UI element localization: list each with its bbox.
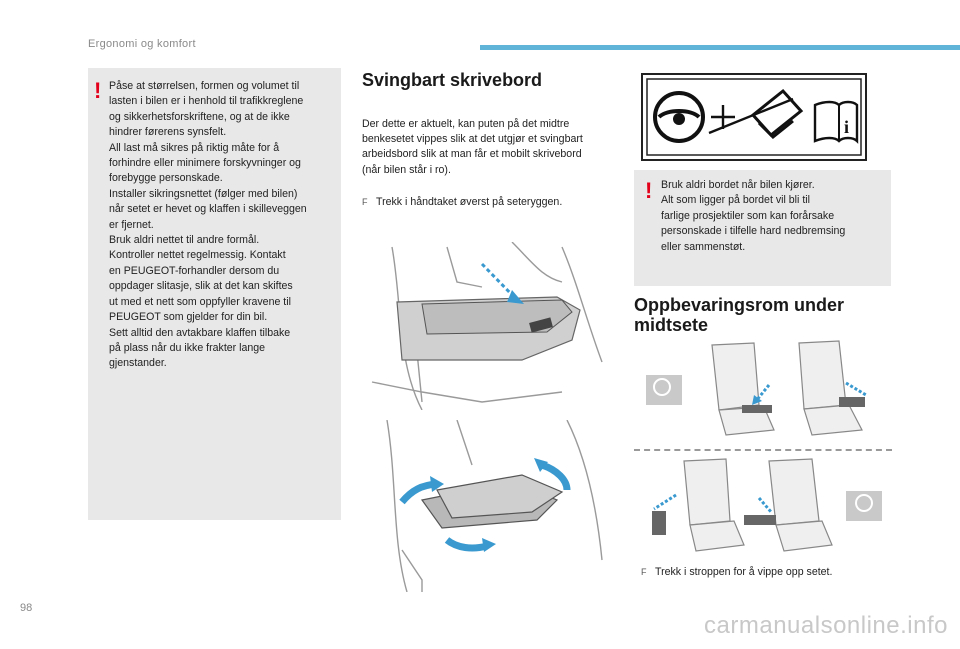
swivel-desk-bullet-text: Trekk i håndtaket øverst på seteryggen. <box>376 196 563 208</box>
page-number: 98 <box>20 602 33 614</box>
heading-storage: Oppbevaringsrom under midtsete <box>634 295 845 335</box>
header-accent-bar <box>480 45 960 50</box>
illustration-storage-bottom <box>634 453 892 563</box>
warning-icon-right: ! <box>645 178 653 203</box>
bullet-marker: F <box>362 197 368 207</box>
desk-swivel-drawing <box>362 420 616 592</box>
illustration-divider <box>634 449 892 451</box>
warning-text-right: Bruk aldri bordet når bilen kjører. Alt som ligger på bordet vil bli til farlige prosjektiler som kan forårsake personskade i tilfelle hard nedbremsing eller sammenstøt. <box>661 179 846 253</box>
steering-wheel-icon <box>655 93 703 141</box>
sign-drawing <box>643 75 865 159</box>
illustration-desk-swivel <box>362 420 616 592</box>
swivel-desk-intro: Der dette er aktuelt, kan puten på det midtre benkesetet vippes slik at det utgjør et svingbart arbeidsbord slik at man får et mobilt skrivebord (når bilen står i ro). <box>362 118 583 176</box>
warning-box-left <box>88 68 341 520</box>
safety-sign <box>641 73 867 161</box>
warning-icon: ! <box>94 78 102 103</box>
no-driving-table-icon <box>753 91 801 137</box>
illustration-desk-lift <box>362 242 616 410</box>
storage-bottom-drawing <box>634 453 892 563</box>
storage-bullet-text: Trekk i stroppen for å vippe opp setet. <box>655 566 833 578</box>
illustration-storage-top <box>634 335 892 447</box>
watermark: carmanualsonline.info <box>704 612 948 639</box>
section-title: Ergonomi og komfort <box>88 38 196 50</box>
storage-top-drawing <box>634 335 892 447</box>
bullet-marker-2: F <box>641 567 647 577</box>
heading-swivel-desk: Svingbart skrivebord <box>362 70 543 90</box>
storage-bullet <box>641 566 891 578</box>
warning-box-right <box>634 170 891 286</box>
desk-lift-drawing <box>362 242 616 410</box>
svg-text:i: i <box>844 117 850 137</box>
warning-text-left: Påse at størrelsen, formen og volumet til lasten i bilen er i henhold til trafikkreglene og sikkerhetsforskriftene, og at de ikke hindrer førerens synsfelt. All last må sikres på riktig måte for å forhindre eller minimere forskyvninger og forebygge personskade. Installer sikringsnettet (følger med bilen) når setet er hevet og klaffen i skilleveggen er fjernet. Bruk aldri nettet til andre formål. Kontroller nettet regelmessig. Kontakt en PEUGEOT-forhandler dersom du oppdager slitasje, slik at det kan skiftes ut med et nett som oppfyller kravene til PEUGEOT som gjelder for din bil. Sett alltid den avtakbare klaffen tilbake på plass når du ikke frakter lange gjenstander. <box>109 80 307 370</box>
info-book-icon <box>815 102 857 141</box>
swivel-desk-bullet <box>362 196 617 208</box>
